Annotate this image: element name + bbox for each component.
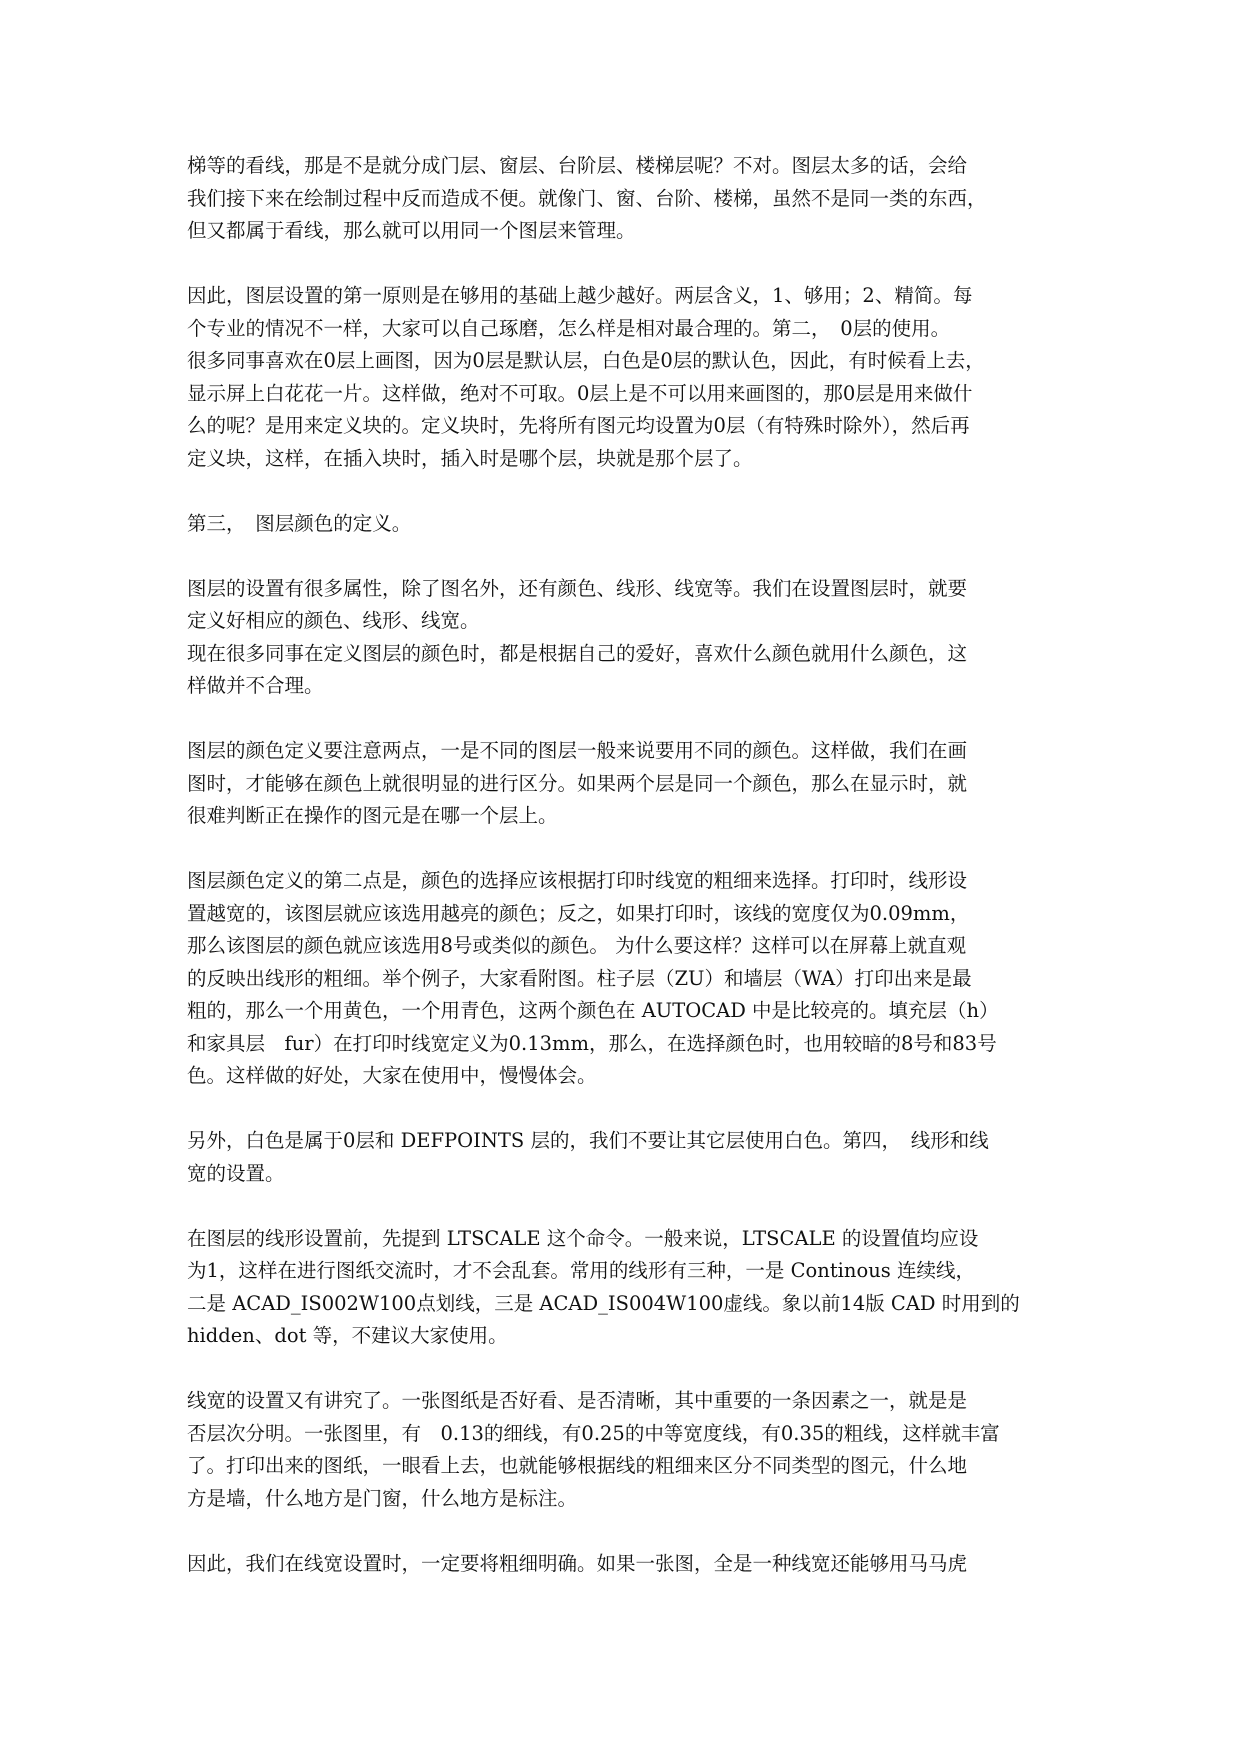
paragraph-8: 另外，白色是属于0层和 DEFPOINTS 层的，我们不要让其它层使用白色。第四， 线形和线 宽的设置。 xyxy=(187,1129,989,1185)
paragraph-2: 因此，图层设置的第一原则是在够用的基础上越少越好。两层含义，1、够用；2、精简。每 个专业的情况不一样，大家可以自己琢磨，怎么样是相对最合理的。第二， 0层的使用。 很多同事喜欢在0层上画图，因为0层是默认层，白色是0层的默认色，因此，有时候看上去， 显示屏上白花花一片。这样做，绝对不可取。0层上是不可以用来画图的，那0层是用来做什 么的呢？是用来定义块的。定义块时，先将所有图元均设置为0层（有特殊时除外），然后再 定义块，这样，在插入块时，插入时是哪个层，块就是那个层了。 xyxy=(187,284,985,470)
paragraph-1: 梯等的看线，那是不是就分成门层、窗层、台阶层、楼梯层呢？不对。图层太多的话，会给 我们接下来在绘制过程中反而造成不便。就像门、窗、台阶、楼梯，虽然不是同一类的东西， 但又都属于看线，那么就可以用同一个图层来管理。 xyxy=(187,154,987,242)
document-body xyxy=(187,150,1057,1580)
paragraph-7: 图层颜色定义的第二点是，颜色的选择应该根据打印时线宽的粗细来选择。打印时，线形设 置越宽的，该图层就应该选用越亮的颜色；反之，如果打印时，该线的宽度仅为0.09mm， 那么该图层的颜色就应该选用8号或类似的颜色。 为什么要这样？这样可以在屏幕上就直观 的反映出线形的粗细。举个例子，大家看附图。柱子层（ZU）和墙层（WA）打印出来是最 粗的，那么一个用黄色，一个用青色，这两个颜色在 AUTOCAD 中是比较亮的。填充层（h） 和家具层 fur）在打印时线宽定义为0.13mm，那么，在选择颜色时，也用较暗的8号和83号 色。这样做的好处，大家在使用中，慢慢体会。 xyxy=(187,869,999,1087)
paragraph-9: 在图层的线形设置前，先提到 LTSCALE 这个命令。一般来说，LTSCALE 的设置值均应设 为1，这样在进行图纸交流时，才不会乱套。常用的线形有三种，一是 Continous 连续线， 二是 ACAD_IS002W100点划线，三是 ACAD_IS004W100虚线。象以前14版 CAD 时用到的 hidden、dot 等，不建议大家使用。 xyxy=(187,1226,1020,1347)
paragraph-11: 因此，我们在线宽设置时，一定要将粗细明确。如果一张图，全是一种线宽还能够用马马虎 xyxy=(187,1551,968,1575)
paragraph-4: 图层的设置有很多属性，除了图名外，还有颜色、线形、线宽等。我们在设置图层时，就要 定义好相应的颜色、线形、线宽。 xyxy=(187,576,968,632)
paragraph-5: 现在很多同事在定义图层的颜色时，都是根据自己的爱好，喜欢什么颜色就用什么颜色，这 样做并不合理。 xyxy=(187,641,968,697)
paragraph-10: 线宽的设置又有讲究了。一张图纸是否好看、是否清晰，其中重要的一条因素之一，就是是 否层次分明。一张图里，有 0.13的细线，有0.25的中等宽度线，有0.35的粗线，这样就丰富 了。打印出来的图纸，一眼看上去，也就能够根据线的粗细来区分不同类型的图元，什么地 方是墙，什么地方是门窗，什么地方是标注。 xyxy=(187,1389,1000,1510)
paragraph-3: 第三， 图层颜色的定义。 xyxy=(187,511,412,535)
paragraph-6: 图层的颜色定义要注意两点，一是不同的图层一般来说要用不同的颜色。这样做，我们在画 图时，才能够在颜色上就很明显的进行区分。如果两个层是同一个颜色，那么在显示时，就 很难判断正在操作的图元是在哪一个层上。 xyxy=(187,739,968,827)
